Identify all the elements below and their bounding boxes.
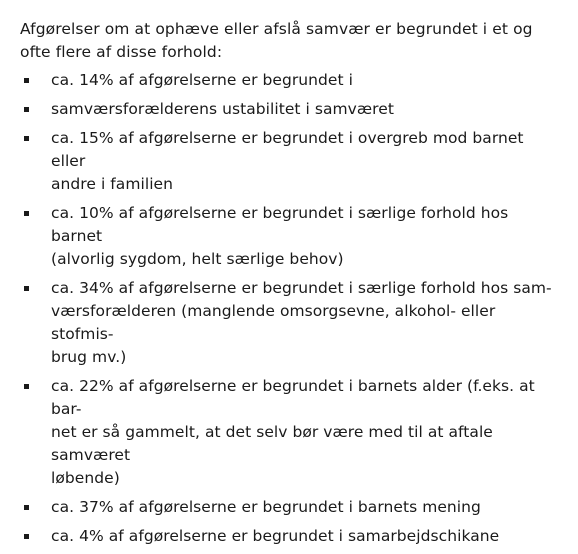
list-item-line: ca. 34% af afgørelserne er begrundet i særlige forhold hos sam- [51,279,552,297]
square-bullet-icon [24,78,29,83]
list-item-line: ca. 14% af afgørelserne er begrundet i [51,71,353,89]
list-item [20,127,558,196]
list-item [20,496,558,519]
list-item-line: ca. 22% af afgørelserne er begrundet i barnets alder (f.eks. at bar- [51,377,535,418]
list-item [20,98,558,121]
list-item-line: (alvorlig sygdom, helt særlige behov) [51,250,344,268]
intro-paragraph: Afgørelser om at ophæve eller afslå samvær er begrundet i et og ofte flere af disse forhold: [20,20,533,61]
list-item [20,525,558,548]
list-item [20,69,558,92]
list-item [20,277,558,369]
list-item-line: samværsforælderens ustabilitet i samværet [51,100,394,118]
list-item-line: ca. 15% af afgørelserne er begrundet i overgreb mod barnet eller [51,129,524,170]
list-item-line: ca. 4% af afgørelserne er begrundet i samarbejdschikane [51,527,500,545]
list-item-line: løbende) [51,469,120,487]
list-item-line: net er så gammelt, at det selv bør være med til at aftale samværet [51,423,493,464]
list-item-line: brug mv.) [51,348,127,366]
square-bullet-icon [24,211,29,216]
list-item-line: ca. 37% af afgørelserne er begrundet i barnets mening [51,498,481,516]
square-bullet-icon [24,136,29,141]
list-item [20,202,558,271]
list-item-line: værsforælderen (manglende omsorgsevne, alkohol- eller stofmis- [51,302,496,343]
square-bullet-icon [24,534,29,539]
list-item-line: andre i familien [51,175,174,193]
square-bullet-icon [24,107,29,112]
square-bullet-icon [24,384,29,389]
document-body [20,18,558,554]
bullet-list [20,69,558,548]
square-bullet-icon [24,286,29,291]
list-item [20,375,558,490]
square-bullet-icon [24,505,29,510]
list-item-line: ca. 10% af afgørelserne er begrundet i særlige forhold hos barnet [51,204,509,245]
